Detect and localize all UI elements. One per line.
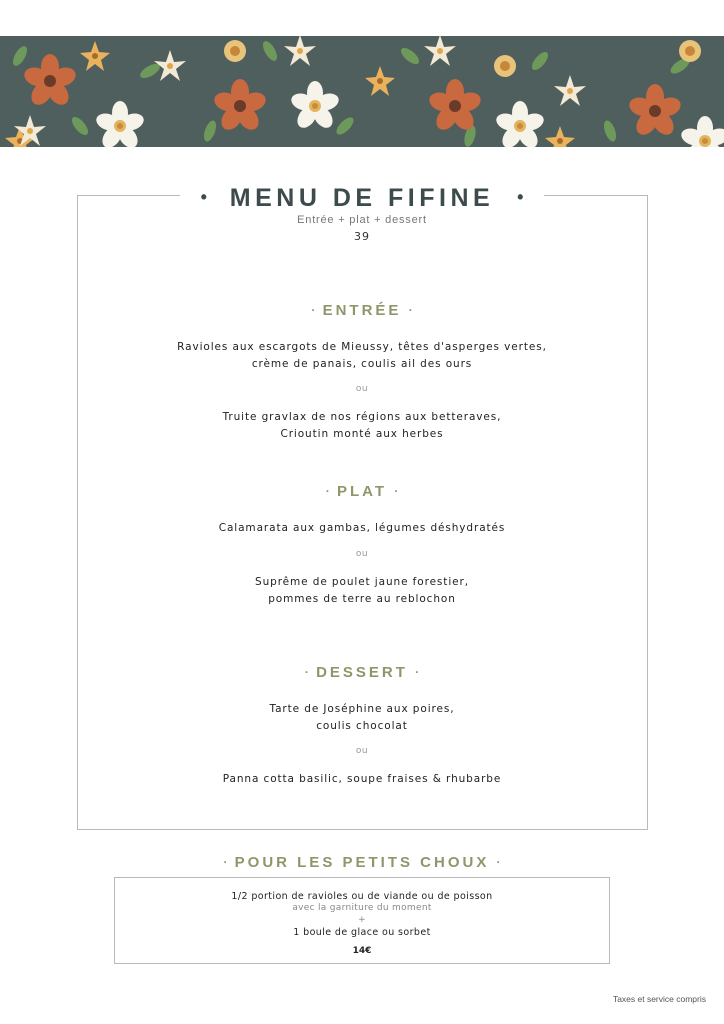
entree-dish-1-line-1: Ravioles aux escargots de Mieussy, têtes d'asperges vertes, bbox=[177, 341, 547, 353]
entree-separator: ou bbox=[355, 384, 369, 394]
plat-dish-2-line-2: pommes de terre au reblochon bbox=[268, 593, 456, 605]
section-title-dessert: · DESSERT · bbox=[304, 664, 420, 681]
floral-pattern-illustration bbox=[0, 36, 724, 147]
dessert-dish-2-line-1: Panna cotta basilic, soupe fraises & rhubarbe bbox=[222, 773, 502, 785]
kids-line-3: 1 boule de glace ou sorbet bbox=[293, 927, 431, 938]
menu-price: 39 bbox=[354, 230, 370, 243]
floral-banner bbox=[0, 36, 724, 147]
plat-dish-2-line-1: Suprême de poulet jaune forestier, bbox=[255, 576, 469, 588]
dessert-dish-1-line-2: coulis chocolat bbox=[316, 720, 408, 732]
entree-dish-2-line-1: Truite gravlax de nos régions aux betteraves, bbox=[222, 411, 502, 423]
dessert-dish-1-line-1: Tarte de Joséphine aux poires, bbox=[269, 703, 455, 715]
kids-line-1: 1/2 portion de ravioles ou de viande ou de poisson bbox=[231, 891, 493, 902]
plat-separator: ou bbox=[355, 549, 369, 559]
menu-title: • MENU DE FIFINE • bbox=[200, 184, 524, 212]
section-title-entree: · ENTRÉE · bbox=[311, 302, 413, 319]
plat-dish-1-line-1: Calamarata aux gambas, légumes déshydratés bbox=[218, 522, 506, 534]
menu-title-block bbox=[180, 180, 544, 214]
menu-subtitle: Entrée + plat + dessert bbox=[297, 214, 427, 226]
kids-section-title: · POUR LES PETITS CHOUX · bbox=[223, 854, 501, 871]
kids-price: 14€ bbox=[352, 946, 372, 956]
kids-plus: + bbox=[358, 915, 366, 925]
section-title-plat: · PLAT · bbox=[325, 483, 399, 500]
entree-dish-2-line-2: Crioutin monté aux herbes bbox=[280, 428, 444, 440]
dessert-separator: ou bbox=[355, 746, 369, 756]
entree-dish-1-line-2: crème de panais, coulis ail des ours bbox=[251, 358, 473, 370]
footer-note: Taxes et service compris bbox=[612, 994, 706, 1004]
kids-line-2: avec la garniture du moment bbox=[292, 903, 432, 913]
